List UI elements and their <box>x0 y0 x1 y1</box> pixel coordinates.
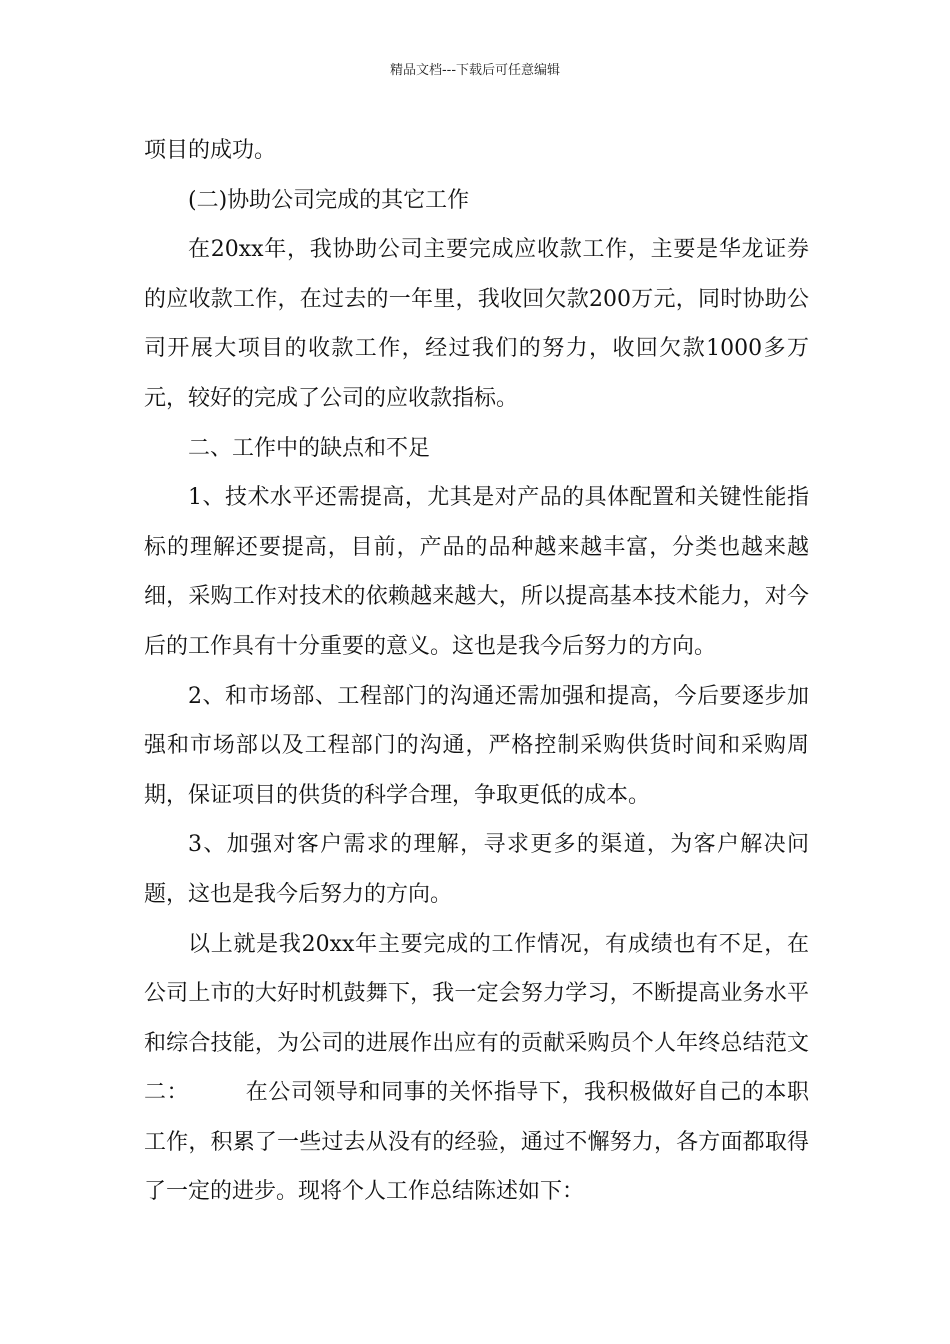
list-item: 1、技术水平还需提高，尤其是对产品的具体配置和关键性能指标的理解还要提高，目前，产品的品种越来越丰富，分类也越来越细，采购工作对技术的依赖越来越大，所以提高基本技术能力，对今后的工作具有十分重要的意义。这也是我今后努力的方向。 <box>144 485 809 659</box>
document-body <box>144 126 809 1217</box>
list-item: 3、加强对客户需求的理解，寻求更多的渠道，为客户解决问题，这也是我今后努力的方向。 <box>144 832 809 907</box>
section-heading: (二)协助公司完成的其它工作 <box>188 187 470 213</box>
section-heading: 二、工作中的缺点和不足 <box>188 435 431 461</box>
page-header: 精品文档---下载后可任意编辑 <box>389 63 561 78</box>
paragraph: 在20xx年，我协助公司主要完成应收款工作，主要是华龙证券的应收款工作，在过去的一年里，我收回欠款200万元，同时协助公司开展大项目的收款工作，经过我们的努力，收回欠款1000多万元，较好的完成了公司的应收款指标。 <box>144 237 809 411</box>
paragraph: 以上就是我20xx年主要完成的工作情况，有成绩也有不足，在公司上市的大好时机鼓舞下，我一定会努力学习，不断提高业务水平和综合技能，为公司的进展作出应有的贡献采购员个人年终总结范文二： 在公司领导和同事的关怀指导下，我积极做好自己的本职工作，积累了一些过去从没有的经验，通过不懈努力，各方面都取得了一定的进步。现将个人工作总结陈述如下： <box>144 931 809 1205</box>
list-item: 2、和市场部、工程部门的沟通还需加强和提高，今后要逐步加强和市场部以及工程部门的沟通，严格控制采购供货时间和采购周期，保证项目的供货的科学合理，争取更低的成本。 <box>144 683 809 808</box>
paragraph: 项目的成功。 <box>144 138 277 163</box>
